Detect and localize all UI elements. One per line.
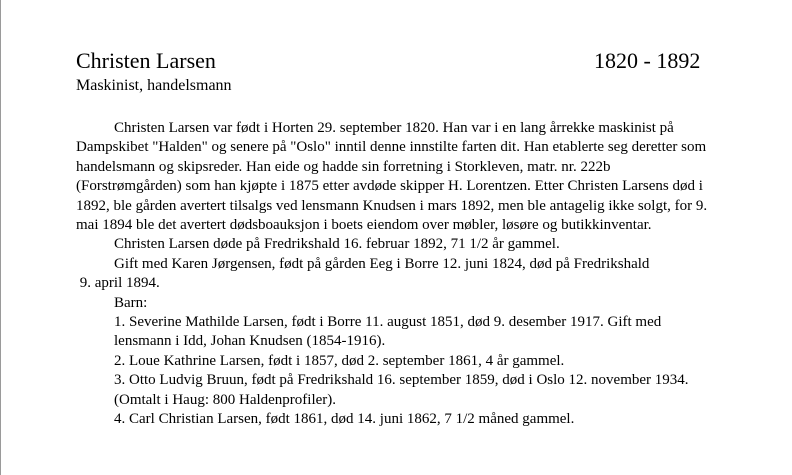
marriage-statement-line1: Gift med Karen Jørgensen, født på gården Eeg i Borre 12. juni 1824, død på Fredrikshald — [114, 255, 650, 272]
biography-paragraph: Christen Larsen var født i Horten 29. september 1820. Han var i en lang årrekke maskinist på Dampskibet "Halden" og senere på "Oslo" inntil denne innstilte farten dit. Han etablerte seg deretter som handelsmann og skipsreder. Han eide og hadde sin forretning i Storkleven, matr. nr. 222b (Forstrømgården) som han kjøpte i 1875 etter avdøde skipper H. Lorentzen. Etter Christen Larsens død i 1892, ble gården avertert tilsalgs ved lensmann Knudsen i mars 1892, men ble antagelig ikke solgt, for 9. mai 1894 ble det avertert dødsboauksjon i boets eiendom over møbler, løsøre og butikkinventar. — [76, 120, 708, 234]
child-entry-1: 1. Severine Mathilde Larsen, født i Borre 11. august 1851, død 9. desember 1917. Gift med lensmann i Idd, Johan Knudsen (1854-1916). — [114, 314, 662, 350]
child-entry-4: 4. Carl Christian Larsen, født 1861, død 14. juni 1862, 7 1/2 måned gammel. — [114, 411, 575, 428]
page-left-border — [0, 0, 1, 475]
person-name-heading: Christen Larsen — [76, 48, 216, 73]
occupation-subtitle: Maskinist, handelsmann — [76, 77, 232, 94]
biography-body — [76, 119, 716, 430]
children-heading: Barn: — [114, 294, 148, 311]
child-entry-2: 2. Loue Kathrine Larsen, født i 1857, død 2. september 1861, 4 år gammel. — [114, 352, 565, 369]
life-years: 1820 - 1892 — [594, 48, 701, 73]
child-entry-3: 3. Otto Ludvig Bruun, født på Fredrikshald 16. september 1859, død i Oslo 12. november 1934. (Omtalt i Haug: 800 Haldenprofiler). — [114, 372, 689, 408]
death-statement: Christen Larsen døde på Fredrikshald 16. februar 1892, 71 1/2 år gammel. — [114, 236, 560, 253]
marriage-statement-line2: 9. april 1894. — [76, 275, 160, 292]
